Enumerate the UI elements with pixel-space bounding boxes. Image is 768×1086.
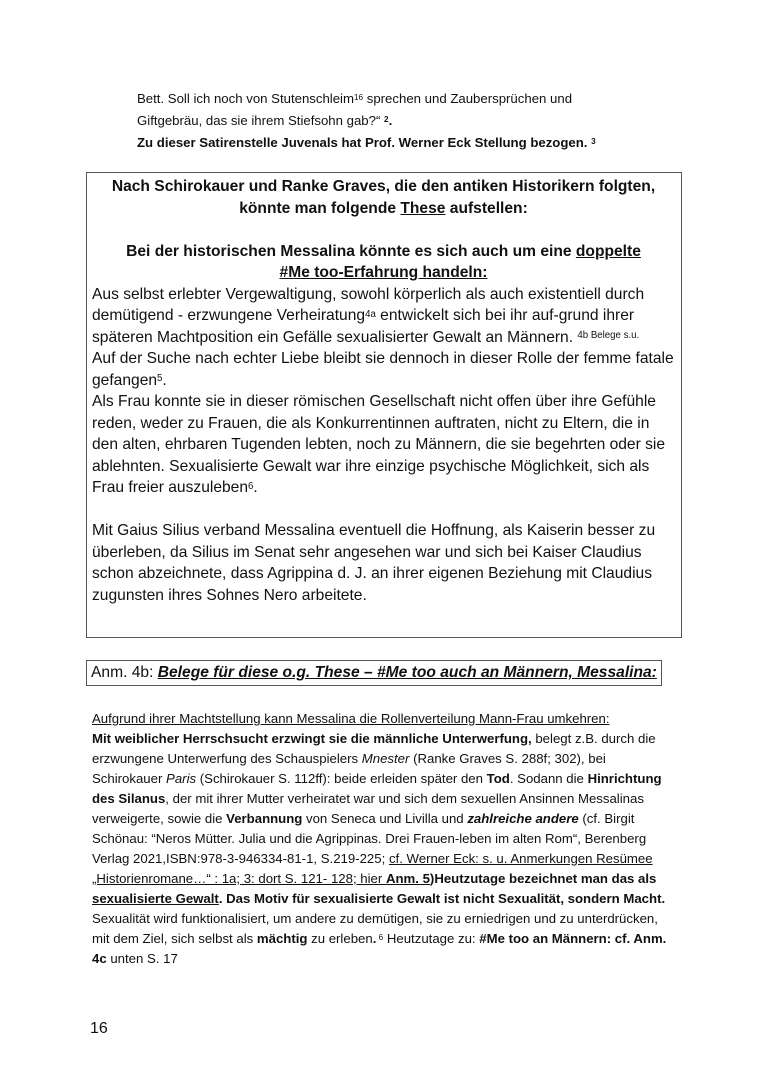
quote-line: Bett. Soll ich noch von Stutenschleim$^{16}$ sprechen und Zaubersprüchen und	[137, 91, 573, 106]
quote-line: Giftgebräu, das sie ihrem Stiefsohn gab?“ $^2$.	[137, 113, 393, 128]
spacer	[92, 219, 675, 241]
thesis-paragraph: Auf der Suche nach echter Liebe bleibt sie dennoch in dieser Rolle der femme fatale gefangen$^5$.	[92, 350, 674, 389]
footnote-ref: 6	[248, 480, 254, 492]
footnote-ref: 4a	[365, 308, 376, 320]
footnote-ref: 4b Belege s.u.	[577, 330, 640, 342]
page-number: 16	[90, 1020, 108, 1037]
annotation-heading: Anm. 4b: Belege für diese o.g. These – #Me too auch an Männern, Messalina:	[86, 660, 662, 686]
annotation-intro: Aufgrund ihrer Machtstellung kann Messalina die Rollenverteilung Mann-Frau umkehren:	[92, 711, 610, 726]
footnote-ref: 3	[591, 137, 596, 147]
thesis-statement: Bei der historischen Messalina könnte es sich auch um eine doppelte #Me too-Erfahrung handeln:	[126, 242, 641, 281]
footnote-ref: 6	[376, 933, 384, 943]
thesis-heading: Nach Schirokauer und Ranke Graves, die den antiken Historikern folgten, könnte man folgende These aufstellen:	[111, 178, 656, 217]
quote-block	[137, 88, 637, 154]
footnote-ref: 2	[384, 115, 389, 125]
annotation-paragraph: Mit weiblicher Herrschsucht erzwingt sie die männliche Unterwerfung, belegt z.B. durch die erzwungene Unterwerfung des Schauspielers Mnester (Ranke Graves S. 288f; 302), bei Schirokauer Paris (Schirokauer S. 112ff): beide erleiden später den Tod. Sodann die Hinrichtung des Silanus, der mit ihrer Mutter verheiratet war und sich dem sexuellen Ansinnen Messalinas verweigerte, sowie die Verbannung von Seneca und Livilla und zahlreiche andere (cf. Birgit Schönau: “Neros Mütter. Julia und die Agrippinas. Drei Frauen-leben im alten Rom“, Berenberg Verlag 2021,ISBN:978-3-946334-81-1, S.219-225; cf. Werner Eck: s. u. Anmerkungen Resümee „Historienromane…“ : 1a; 3: dort S. 121- 128; hier Anm. 5)Heutzutage bezeichnet man das als sexualisierte Gewalt. Das Motiv für sexualisierte Gewalt ist nicht Sexualität, sondern Macht. Sexualität wird funktionalisiert, um andere zu demütigen, sie zu erniedrigen und zu unterdrücken, mit dem Ziel, sich selbst als mächtig zu erleben. $^6$ Heutzutage zu: #Me too an Männern: cf. Anm. 4c unten S. 17	[92, 731, 667, 966]
thesis-paragraph: Aus selbst erlebter Vergewaltigung, sowohl körperlich als auch existentiell durch demütigend - erzwungene Verheiratung$^{4a}$ entwickelt sich bei ihr auf-grund ihrer späteren Machtposition ein Gefälle sexualisierter Gewalt an Männern. $^{4b Belege s.u.}$	[92, 285, 645, 346]
spacer	[92, 499, 675, 521]
thesis-box	[86, 172, 682, 638]
footnote-ref: 5	[157, 373, 163, 385]
thesis-paragraph: Als Frau konnte sie in dieser römischen Gesellschaft nicht offen über ihre Gefühle reden, weder zu Frauen, die als Konkurrentinnen auftraten, nicht zu Eltern, die in den alten, ehrbaren Tugenden lebten, noch zu Männern, die sie begehrten oder sie ablehnten. Sexualisierte Gewalt war ihre einzige psychische Möglichkeit, sich als Frau freier auszuleben$^6$.	[92, 393, 666, 496]
quote-remark: Zu dieser Satirenstelle Juvenals hat Prof. Werner Eck Stellung bezogen. $^3$	[137, 135, 596, 150]
thesis-paragraph: Mit Gaius Silius verband Messalina eventuell die Hoffnung, als Kaiserin besser zu überleben, da Silius im Senat sehr angesehen war und sich bei Kaiser Claudius schon abzeichnete, dass Agrippina d. J. an ihrer eigenen Beziehung mit Claudius zugunsten ihres Sohnes Nero arbeitete.	[92, 522, 656, 604]
footnote-ref: 16	[353, 93, 364, 103]
annotation-body	[92, 709, 672, 969]
